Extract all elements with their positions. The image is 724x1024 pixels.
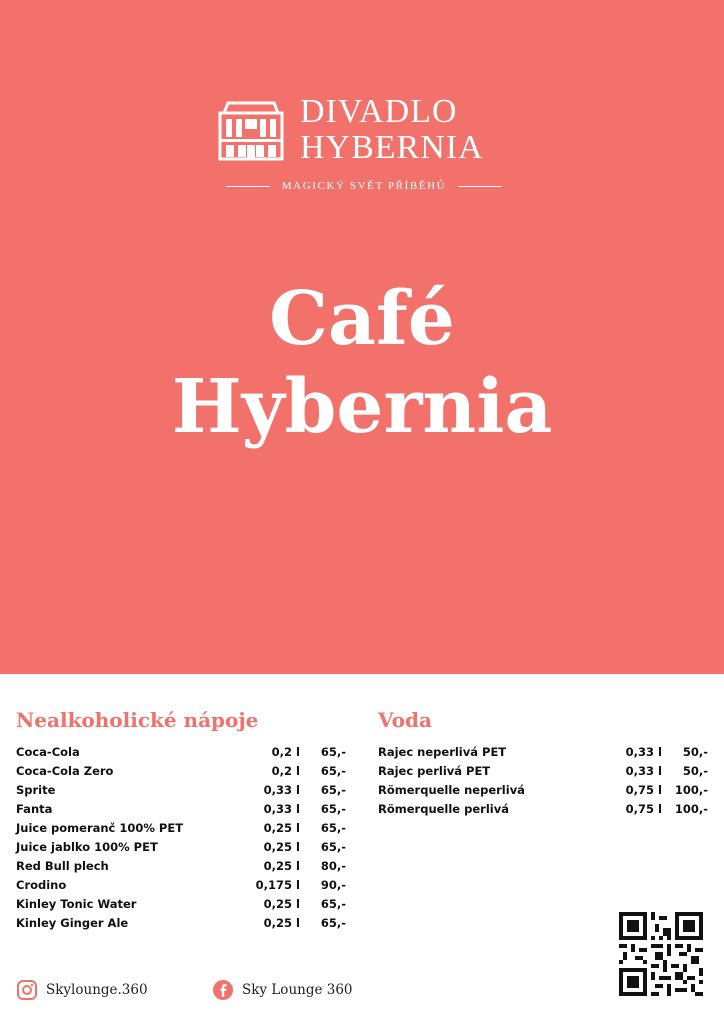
item-name: Römerquelle neperlivá [378,783,525,797]
section-title-water: Voda [378,708,432,732]
item-volume: 0,33 l [263,802,300,816]
logo-wordmark-line1: DIVADLO [300,93,458,130]
theatre-building-icon [216,99,286,163]
facebook-icon [212,979,234,1001]
item-volume: 0,33 l [625,764,662,778]
instagram-handle: Skylounge.360 [46,982,148,998]
item-name: Römerquelle perlivá [378,802,509,816]
item-name: Kinley Tonic Water [16,897,137,911]
instagram-icon [16,979,38,1001]
item-name: Juice jablko 100% PET [16,840,158,854]
item-name: Kinley Ginger Ale [16,916,129,930]
item-price: 65,- [320,897,346,911]
menu-item [16,878,350,897]
soft-drinks-list [16,745,350,935]
theatre-logo [214,95,514,195]
item-name: Sprite [16,783,56,797]
page-title-line2: Hybernia [171,364,553,450]
item-name: Red Bull plech [16,859,109,873]
item-price: 65,- [320,840,346,854]
item-name: Juice pomeranč 100% PET [16,821,184,835]
item-price: 100,- [674,783,708,797]
item-price: 65,- [320,745,346,759]
page-title-line1: Café [269,276,455,362]
menu-item [16,783,350,802]
menu-item [16,916,350,935]
menu-item [16,802,350,821]
menu-item [378,745,712,764]
item-volume: 0,175 l [255,878,300,892]
item-volume: 0,2 l [271,745,300,759]
item-price: 65,- [320,764,346,778]
item-price: 65,- [320,821,346,835]
item-price: 65,- [320,916,346,930]
logo-wordmark-line2: HYBERNIA [300,129,484,166]
item-price: 50,- [682,764,708,778]
logo-tagline-row [214,178,514,194]
qr-code-icon[interactable] [619,912,703,996]
facebook-page: Sky Lounge 360 [242,982,353,998]
menu-item [16,840,350,859]
item-name: Crodino [16,878,67,892]
item-volume: 0,25 l [263,840,300,854]
item-price: 90,- [320,878,346,892]
item-name: Rajec perlivá PET [378,764,491,778]
section-title-soft-drinks: Nealkoholické nápoje [16,708,259,732]
item-volume: 0,33 l [263,783,300,797]
item-volume: 0,33 l [625,745,662,759]
item-price: 65,- [320,802,346,816]
item-price: 100,- [674,802,708,816]
item-volume: 0,25 l [263,897,300,911]
divider [226,186,270,187]
menu-item [16,745,350,764]
menu-item [16,859,350,878]
item-volume: 0,25 l [263,859,300,873]
item-volume: 0,2 l [271,764,300,778]
item-price: 80,- [320,859,346,873]
instagram-link[interactable] [16,979,148,1001]
item-price: 65,- [320,783,346,797]
item-volume: 0,25 l [263,821,300,835]
item-name: Rajec neperlivá PET [378,745,507,759]
item-name: Coca-Cola Zero [16,764,114,778]
menu-item [16,764,350,783]
divider [458,186,502,187]
facebook-link[interactable] [212,979,353,1001]
menu-item [16,897,350,916]
menu-item [378,802,712,821]
menu-item [378,783,712,802]
menu-item [16,821,350,840]
item-volume: 0,75 l [625,802,662,816]
item-volume: 0,25 l [263,916,300,930]
menu-item [378,764,712,783]
item-name: Coca-Cola [16,745,80,759]
logo-tagline: MAGICKÝ SVĚT PŘÍBĚHŮ [281,180,447,192]
water-list [378,745,712,821]
item-name: Fanta [16,802,53,816]
item-price: 50,- [682,745,708,759]
item-volume: 0,75 l [625,783,662,797]
